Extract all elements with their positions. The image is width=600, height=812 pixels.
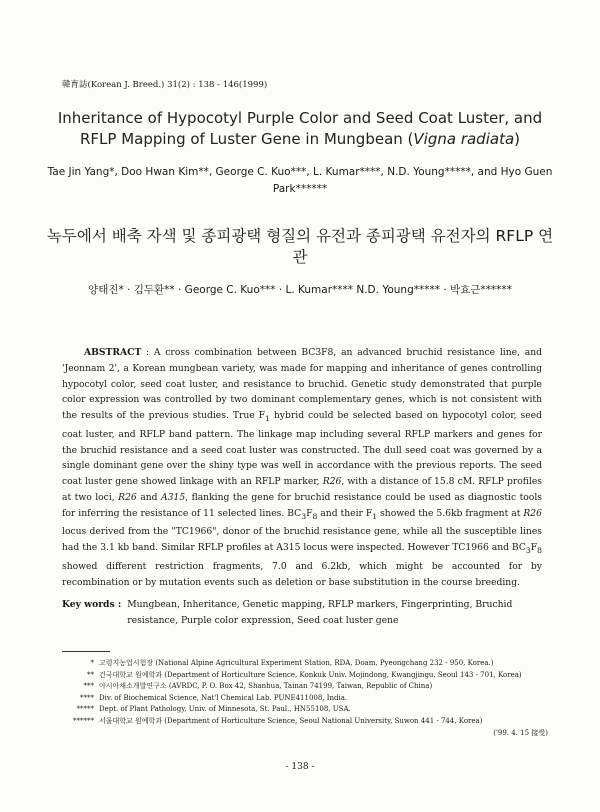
title-close-paren: ) — [514, 130, 520, 148]
abstract-text: and their F — [317, 507, 373, 519]
received-date: ('99. 4. 15 接受) — [493, 728, 548, 737]
abstract-italic: R26 — [118, 492, 137, 503]
footnote-text: Dept. of Plant Pathology, Univ. of Minnesota, St. Paul., HN55108, USA. — [99, 705, 351, 714]
footnote-text: 건국대학교 원예학과 (Department of Horticulture Science, Konkuk Univ. Mojindong, Kwangjingu, Seoul 143 - 701, Korea) — [99, 670, 522, 679]
abstract-text: locus derived from the "TC1966", donor of the bruchid resistance gene, while all the susceptible lines had the 3.1 kb band. Similar RFLP profiles at A315 locus were inspected. However TC1966 and BC — [62, 526, 542, 554]
footnote-mark: * — [90, 659, 94, 667]
authors-korean: 양태진* · 김두환** · George C. Kuo*** · L. Kumar**** N.D. Young***** · 박효근****** — [88, 284, 512, 296]
title-text: Inheritance of Hypocotyl Purple Color and Seed Coat Luster, and RFLP Mapping of Luster Gene in Mungbean ( — [57, 109, 543, 148]
footnote-text: 고령지농업시험장 (National Alpine Agricultural Experiment Station, RDA, Doam, Pyeongchang 232 - 950, Korea.) — [99, 659, 494, 667]
footnotes — [62, 658, 552, 739]
footnote-item — [62, 658, 552, 670]
title-korean: 녹두에서 배축 자색 및 종피광택 형질의 유전과 종피광택 유전자의 RFLP 연관 — [46, 227, 554, 266]
abstract-text: , with a distance of 15.8 cM. RFLP profiles at two loci, — [62, 476, 542, 503]
authors-english: Tae Jin Yang*, Doo Hwan Kim**, George C. Kuo***, L. Kumar****, N.D. Young*****, and Hyo Guen Park****** — [47, 166, 553, 195]
journal-citation: 韓育誌(Korean J. Breed.) 31(2) : 138 - 146(1999) — [62, 80, 268, 90]
footnote-item — [62, 681, 552, 693]
abstract-text: F — [306, 507, 313, 519]
footnote-mark: ** — [87, 670, 94, 679]
title-species-italic: Vigna radiata — [413, 130, 515, 148]
abstract-italic: A315 — [161, 492, 186, 503]
footnote-item — [62, 693, 552, 705]
footnote-mark: ***** — [76, 705, 94, 714]
abstract-sub: 3 — [525, 546, 531, 556]
footnote-item — [62, 704, 552, 716]
abstract-text: and — [136, 492, 161, 503]
footnote-mark: **** — [80, 693, 94, 702]
footnote-text: 아시아채소개발연구소 (AVRDC, P. O. Box 42, Shanhua, Tainan 74199, Taiwan, Republic of China) — [99, 682, 433, 691]
abstract-sub: 8 — [537, 546, 542, 556]
abstract-text: showed the 5.6kb fragment at — [377, 507, 524, 519]
keywords-label: Key words : — [62, 599, 122, 610]
footnote-item — [62, 716, 552, 728]
keywords-text: Mungbean, Inheritance, Genetic mapping, RFLP markers, Fingerprinting, Bruchid resistance, Purple color expression, Seed coat luster gene — [127, 599, 513, 626]
keywords — [62, 597, 542, 629]
footnote-item — [62, 670, 552, 682]
abstract-sub: 1 — [265, 414, 270, 424]
abstract — [62, 345, 542, 590]
page-number: - 138 - — [285, 762, 315, 772]
footnote-mark: *** — [83, 682, 94, 691]
abstract-label: ABSTRACT — [84, 347, 142, 358]
title-english — [40, 108, 560, 150]
abstract-text: hybrid could be selected based on hypocotyl color, seed coat luster, and RFLP band pattern. The linkage map including several RFLP markers and genes for the bruchid resistance and a seed coat luster was constructed. The dull seed coat was governed by a single dominant gene over the shiny type was well in accordance with the previous reports. The seed coat luster gene showed linkage with an RFLP marker, — [62, 410, 542, 488]
abstract-text: , flanking the gene for bruchid resistance could be used as diagnostic tools for inferring the resistance of 11 selected lines. BC — [62, 492, 542, 519]
abstract-text: F — [530, 542, 538, 554]
footnote-divider — [62, 651, 110, 652]
abstract-sub: 8 — [312, 511, 318, 521]
abstract-italic: R26 — [523, 507, 542, 519]
footnote-text: 서울대학교 원예학과 (Department of Horticulture Science, Seoul National University, Suwon 441 - 744, Korea) — [99, 716, 483, 725]
abstract-italic: R26 — [322, 476, 342, 488]
abstract-text: showed different restriction fragments, 7.0 and 6.2kb, which might be accounted for by recombination or by mutation events such as deletion or base substitution in the course breeding. — [62, 560, 542, 588]
footnote-text: Div. of Biochemical Science, Nat'l Chemical Lab. PUNE411008, India. — [99, 693, 348, 702]
abstract-sub: 1 — [372, 511, 378, 521]
footnote-mark: ****** — [73, 716, 94, 725]
abstract-text: : A cross combination between BC3F8, an advanced bruchid resistance line, and 'Jeonnam 2', a Korean mungbean variety, was made for mapping and inheritance of genes controlling hypocotyl color, seed coat luster, and resistance to bruchid. Genetic study demonstrated that purple color expression was controlled by two dominant complementary genes, which is not consistent with the results of the previous studies. True F — [62, 347, 543, 422]
abstract-sub: 3 — [301, 511, 307, 521]
